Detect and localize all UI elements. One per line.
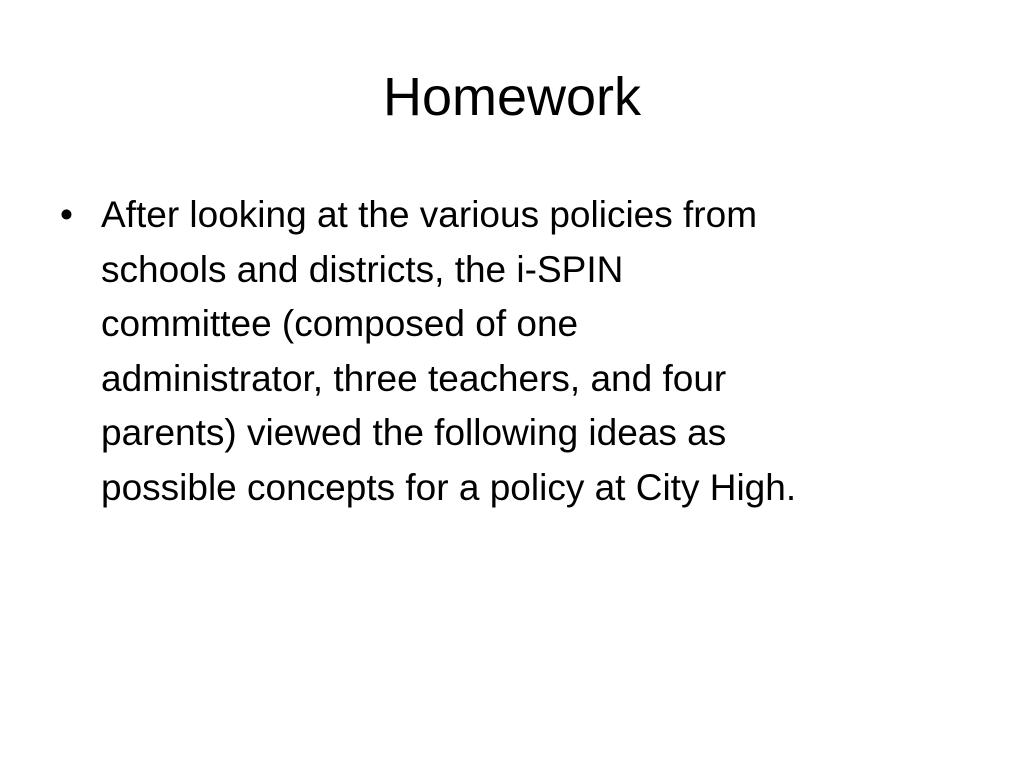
bullet-text-line: schools and districts, the i-SPIN: [101, 248, 624, 290]
bullet-text-line: parents) viewed the following ideas as: [101, 412, 727, 453]
bullet-text-line: administrator, three teachers, and four: [101, 357, 727, 399]
bullet-list: [60, 188, 980, 515]
bullet-text-line: possible concepts for a policy at City High.: [101, 466, 797, 508]
bullet-text-line: After looking at the various policies from: [101, 194, 758, 235]
bullet-icon: •: [60, 194, 73, 235]
slide-title: Homework: [382, 67, 642, 127]
bullet-item: [60, 188, 980, 515]
bullet-text-line: committee (composed of one: [101, 303, 579, 344]
